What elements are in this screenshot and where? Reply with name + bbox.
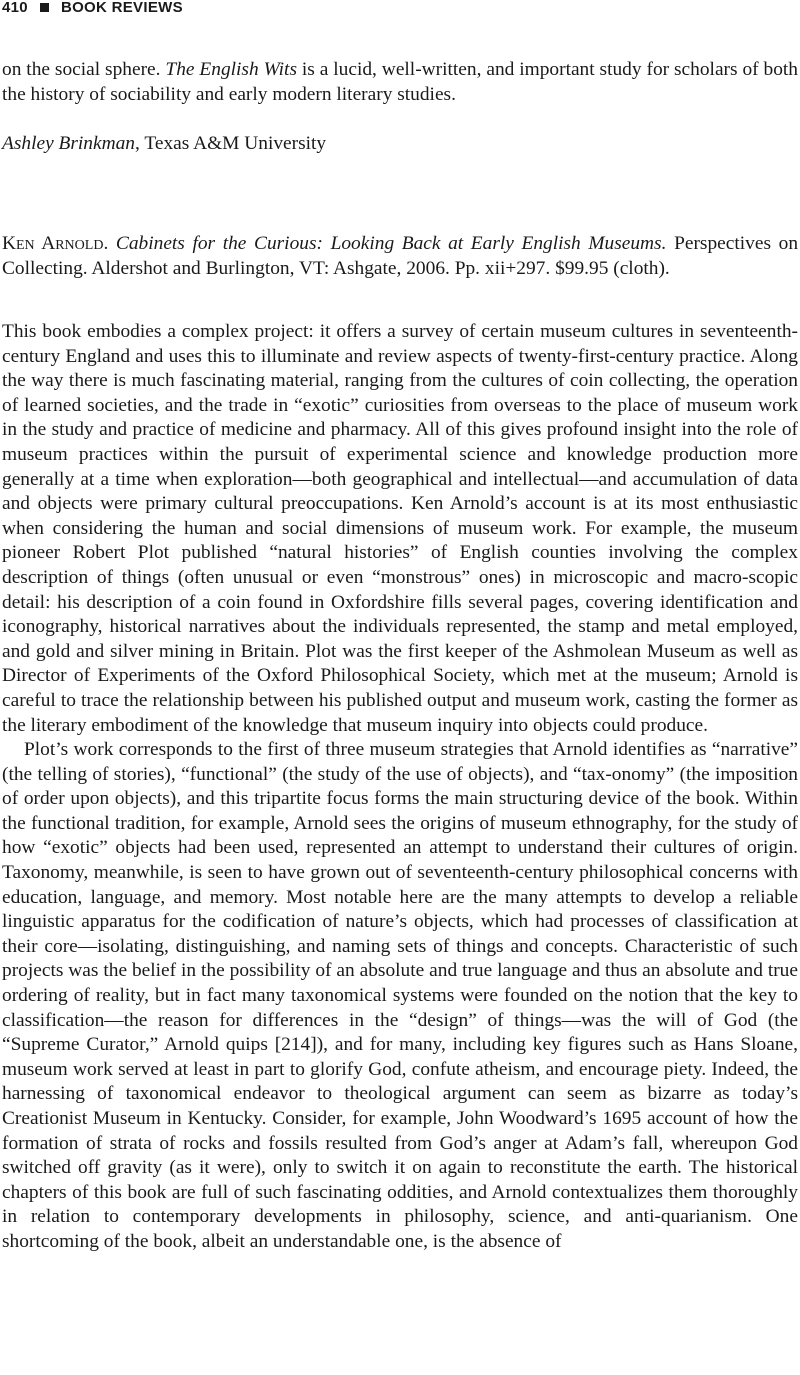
citation-author: Ken Arnold bbox=[2, 233, 104, 254]
running-head bbox=[2, 0, 183, 17]
citation-details: Perspectives on Collecting. Aldershot and Burlington, VT: Ashgate, 2006. Pp. xii+297. $99.95 (cloth). bbox=[2, 233, 799, 279]
previous-review-closing-paragraph bbox=[2, 58, 798, 107]
page-number: 410 bbox=[2, 0, 28, 16]
book-citation bbox=[2, 232, 798, 281]
closing-text-start: on the social sphere. bbox=[2, 59, 166, 80]
reviewer-affiliation: , Texas A&M University bbox=[135, 133, 327, 154]
section-title: BOOK REVIEWS bbox=[60, 0, 183, 16]
review-paragraph-1: This book embodies a complex project: it offers a survey of certain museum cultures in seventeenth-century England and uses this to illuminate and review aspects of twenty-first-century practice. Along the way there is much fascinating material, ranging from the cultures of coin collecting, the operation of learned societies, and the trade in “exotic” curiosities from overseas to the place of museum work in the study and practice of medicine and pharmacy. All of this gives profound insight into the role of museum practices within the pursuit of experimental science and knowledge production more generally at a time when exploration—both geographical and intellectual—and accumulation of data and objects were primary cultural preoccupations. Ken Arnold’s account is at its most enthusiastic when considering the human and social dimensions of museum work. For example, the museum pioneer Robert Plot published “natural histories” of English counties involving the complex description of things (often unusual or even “monstrous” ones) in microscopic and macro-scopic detail: his description of a coin found in Oxfordshire fills several pages, covering identification and iconography, historical narratives about the individuals represented, the stamp and metal employed, and gold and silver mining in Britain. Plot was the first keeper of the Ashmolean Museum as well as Director of Experiments of the Oxford Philosophical Society, which met at the museum; Arnold is careful to trace the relationship between his published output and museum work, casting the former as the literary embodiment of the knowledge that museum inquiry into objects could produce. bbox=[2, 321, 798, 736]
citation-separator: . bbox=[103, 233, 116, 254]
review-paragraph-2: Plot’s work corresponds to the first of three museum strategies that Arnold identifies as “narrative” (the telling of stories), “functional” (the study of the use of objects), and “tax-onomy” (the imposition of order upon objects), and this tripartite focus forms the main structuring device of the book. Within the functional tradition, for example, Arnold sees the origins of museum ethnography, for the study of how “exotic” objects had been used, represented an attempt to understand their cultures of origin. Taxonomy, meanwhile, is seen to have grown out of seventeenth-century philosophical concerns with education, language, and memory. Most notable here are the many attempts to develop a reliable linguistic apparatus for the codification of nature’s objects, which had processes of classification at their core—isolating, distinguishing, and naming sets of things and concepts. Characteristic of such projects was the belief in the possibility of an absolute and true language and thus an absolute and true ordering of reality, but in fact many taxonomical systems were founded on the notion that the key to classification—the reason for differences in the “design” of things—was the will of God (the “Supreme Curator,” Arnold quips [214]), and for many, including key figures such as Hans Sloane, museum work served at least in part to glorify God, confute atheism, and encourage piety. Indeed, the harnessing of taxonomical endeavor to theological argument can seem as bizarre as today’s Creationist Museum in Kentucky. Consider, for example, John Woodward’s 1695 account of how the formation of strata of rocks and fossils resulted from God’s anger at Adam’s fall, whereupon God switched off gravity (as it were), only to switch it on again to reconstitute the earth. The historical chapters of this book are full of such fascinating oddities, and Arnold contextualizes them thoroughly in relation to contemporary developments in philosophy, science, and anti-quarianism. One shortcoming of the book, albeit an understandable one, is the absence of bbox=[2, 739, 798, 1252]
reviewer-signature bbox=[2, 132, 326, 157]
closing-text-end: is a lucid, well-written, and important study for scholars of both the history of sociability and early modern literary studies. bbox=[2, 59, 799, 105]
reviewer-name: Ashley Brinkman bbox=[2, 133, 136, 154]
reviewed-title-italic: The English Wits bbox=[165, 59, 297, 80]
review-body bbox=[2, 320, 798, 1255]
square-bullet-icon bbox=[40, 3, 49, 12]
citation-title: Cabinets for the Curious: Looking Back at Early English Museums. bbox=[115, 233, 667, 254]
